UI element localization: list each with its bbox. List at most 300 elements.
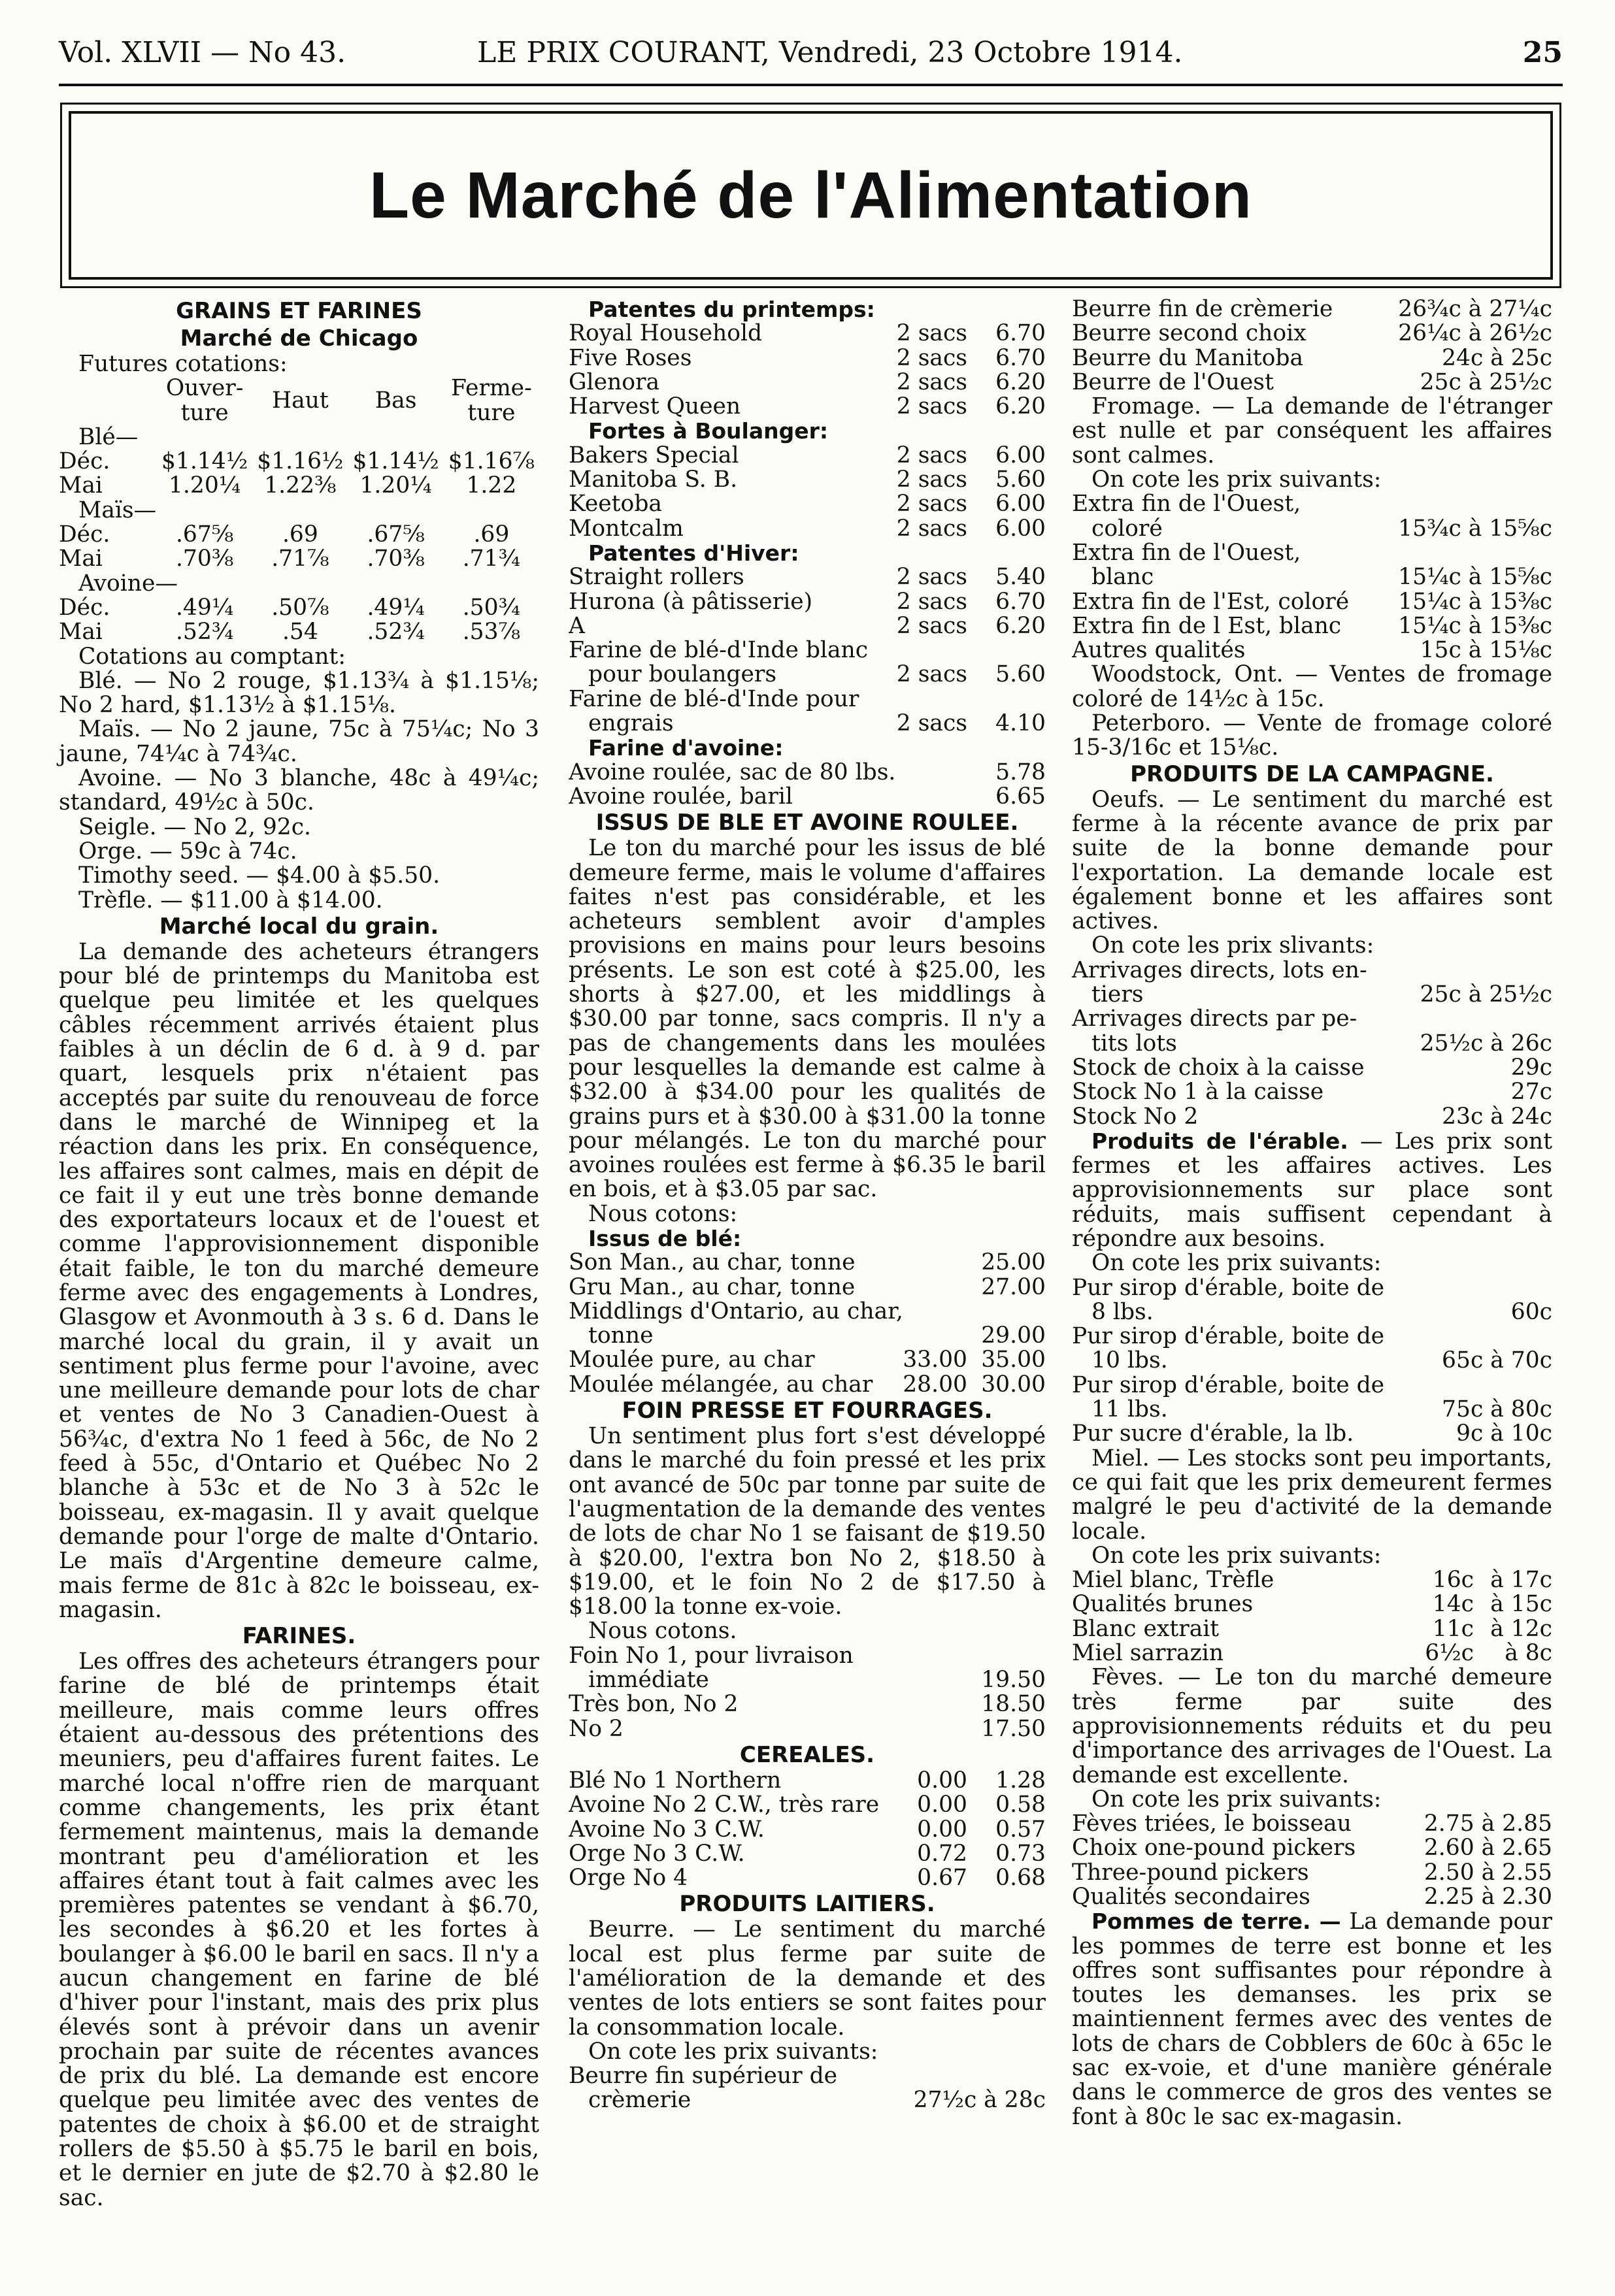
item-label: Pur sirop d'érable, boite de [1072,1371,1385,1398]
futures-column-header: Bas [375,387,417,414]
item-price: 2.25 à 2.30 [1424,1884,1552,1910]
item-name: Hurona (à pâtisserie) [569,589,813,614]
chicago-heading: Marché de Chicago [180,325,418,352]
price-row [569,1373,1046,1397]
item-price: 6.70 [995,588,1046,615]
item-qty: 2 sacs [896,588,967,615]
futures-commodity-row [59,572,539,596]
futures-value: .50⅞ [271,594,329,621]
futures-value: .67⅝ [367,521,425,548]
item-price: 29c [1510,1054,1552,1081]
item-low: 0.00 [917,1792,967,1818]
feves-text: Fèves. — Le ton du marché demeure très ferme par suite des approvisionnements réduits et du peu d'importance des arrivages de l'Ouest. La demande est excellente. [1072,1664,1552,1788]
price-row [1072,983,1552,1007]
item-qty: 2 sacs [896,661,967,688]
price-row [569,1793,1046,1817]
item-name: pour boulangers [588,663,777,687]
cote-label-2: On cote les prix slivants: [1091,932,1374,959]
header-rule [59,84,1563,86]
item-price: 19.50 [981,1667,1046,1694]
quote-orge: Orge. — 59c à 74c. [78,838,297,864]
futures-value: $1.14½ [352,448,439,475]
item-name: Three-pound pickers [1072,1860,1309,1885]
issus-list [569,1251,1046,1300]
futures-row [59,596,539,620]
item-price: 65c à 70c [1442,1347,1552,1374]
item-low: 11c [1432,1615,1474,1642]
item-name: Très bon, No 2 [569,1692,739,1717]
price-row [569,444,1046,468]
item-name: Orge No 3 C.W. [569,1841,745,1867]
hiver-list [569,565,1046,638]
futures-value: 1.20¼ [359,472,432,499]
item-price: 4.10 [995,710,1046,737]
issus-ble-heading: Issus de blé: [588,1225,742,1251]
item-low: 0.67 [917,1865,967,1892]
price-row [569,321,1046,346]
item-qty: 2 sacs [896,515,967,542]
cereales-list [569,1769,1046,1890]
item-name: 8 lbs. [1091,1300,1154,1325]
item-label: Extra fin de l'Ouest, [1072,539,1301,566]
item-high: à 8c [1505,1640,1552,1667]
price-row [569,1251,1046,1275]
month-label: Déc. [59,521,110,548]
middlings-label: Middlings d'Ontario, au char, [569,1298,903,1324]
item-qty: 2 sacs [896,320,967,347]
column-2 [569,297,1046,2113]
item-name: immédiate [588,1668,709,1693]
miel-list [1072,1568,1552,1665]
peterboro-text: Peterboro. — Vente de fromage coloré 15-3/16c et 15⅛c. [1072,710,1552,761]
price-row [569,468,1046,492]
item-name: Miel blanc, Trèfle [1072,1568,1274,1593]
item-name: 10 lbs. [1091,1349,1168,1373]
item-name: Straight rollers [569,565,744,590]
item-price: 15c à 15⅛c [1420,637,1552,664]
price-row [569,395,1046,419]
futures-value: .70⅜ [175,546,234,572]
futures-row [59,523,539,547]
month-label: Déc. [59,448,110,475]
oeufs-text: Oeufs. — Le sentiment du marché est ferme à la récente avance de prix par suite de la bonne demande pour l'exportation. La demande locale est également bonne et les affaires sont actives. [1072,786,1552,935]
item-name: Five Roses [569,346,692,370]
item-name: Qualités secondaires [1072,1885,1310,1910]
item-high: 27.00 [981,1273,1046,1300]
erable-heading: Produits de l'érable. [1091,1128,1348,1154]
price-row [1072,565,1552,589]
price-row [1072,1349,1552,1373]
item-name: Avoine roulée, sac de 80 lbs. [569,760,896,785]
item-name: Beurre fin de crèmerie [1072,297,1333,322]
foin-text: Un sentiment plus fort s'est développé dans le marché du foin pressé et les prix ont avancé de 50c par tonne par suite de l'augmentation de la demande des ventes de lots de char No 1 se faisant de $19.50 à $20.00, l'extra bon No 2, $18.50 à $19.00, et le foin No 2 de $17.50 à $18.00 la tonne ex-voie. [569,1423,1046,1620]
item-price: 5.60 [995,467,1046,493]
item-high: à 12c [1490,1615,1552,1642]
commodity-label: Blé— [78,423,139,450]
price-row [569,1769,1046,1793]
price-row [569,1717,1046,1741]
miel-text: Miel. — Les stocks sont peu importants, ce qui fait que les prix demeurent fermes malgré le peu d'activité de la demande locale. [1072,1445,1552,1545]
price-row [1072,1885,1552,1909]
item-qty: 2 sacs [896,612,967,639]
boulanger-heading: Fortes à Boulanger: [588,418,829,444]
cote-label-1: On cote les prix suivants: [1091,467,1382,493]
cote-label-4: On cote les prix suivants: [1091,1542,1382,1569]
item-price: 6.20 [995,612,1046,639]
hiver-heading: Patentes d'Hiver: [588,540,799,566]
local-grain-text: La demande des acheteurs étrangers pour blé de printemps du Manitoba est quelque peu limitée et les quelques câbles récemment arrivés étaient plus faibles à un déclin de 6 d. à 9 d. par quart, lesquels prix n'étaient pas acceptés par suite du renouveau de force dans le marché de Winnipeg et la réaction dans les prix. En conséquence, les affaires sont calmes, mais en dépit de ce fait il y eut une très bonne demande des exportateurs locaux et de l'ouest et comme l'approvisionnement disponible était faible, le ton du marché demeure ferme avec des engagements à Londres, Glasgow et Avonmouth à 3 s. 6 d. Dans le marché local du grain, il y avait un sentiment plus ferme pour l'avoine, avec une meilleure demande pour lots de char et ventes de No 3 Canadien-Ouest à 56¾c, d'extra No 1 feed à 56c, de No 2 feed à 55c, d'Ontario et Québec No 2 blanche à 53c et de No 3 à 52c le boisseau, ex-magasin. Il y avait quelque demande pour l'orge de malte d'Ontario. Le maïs d'Argentine demeure calme, mais ferme de 81c à 82c le boisseau, ex-magasin. [59,938,539,1623]
price-row [569,1842,1046,1866]
price-row [1072,370,1552,395]
price-row [569,517,1046,541]
price-row [1072,1617,1552,1641]
futures-column-header [59,376,157,425]
cote-label-3: On cote les prix suivants: [1091,1250,1382,1277]
item-high: 1.28 [995,1767,1046,1794]
printemps-heading: Patentes du printemps: [588,297,875,322]
foin-heading: FOIN PRESSE ET FOURRAGES. [622,1398,993,1424]
price-row [569,1818,1046,1842]
item-low: 16c [1432,1567,1474,1594]
inde1-label: Farine de blé-d'Inde blanc [569,637,869,664]
item-name: Manitoba S. B. [569,468,738,493]
futures-value: .71¾ [462,546,521,572]
futures-value: 1.20¼ [168,472,241,499]
item-price: 6.00 [995,442,1046,468]
futures-header-row [59,376,539,425]
futures-value: .52¾ [175,619,234,646]
price-row [1072,1812,1552,1836]
item-qty: 2 sacs [896,467,967,493]
futures-value: .70⅜ [367,546,425,572]
futures-value: 1.22 [466,472,517,499]
beurre-text: Beurre. — Le sentiment du marché local est plus ferme par suite de l'amélioration de la demande et des ventes de lots entiers se sont faites pour la consommation locale. [569,1916,1046,2041]
pommes-paragraph [1072,1909,1552,2129]
feves-list [1072,1812,1552,1909]
price-row [1072,1641,1552,1665]
item-price: 27c [1510,1079,1552,1106]
futures-value: .52¾ [367,619,425,646]
price-row [1072,1592,1552,1616]
inde2-row [569,712,1046,736]
price-row [1072,638,1552,663]
item-label: Arrivages directs, lots en- [1072,957,1367,983]
item-name: crèmerie [588,2088,691,2113]
item-high: à 15c [1490,1591,1552,1618]
item-name: Glenora [569,370,660,395]
item-price: 25c à 25½c [1420,369,1552,395]
beurre-row [569,2088,1046,2112]
price-row [1072,321,1552,346]
futures-value: .53⅞ [462,619,521,646]
item-name: Son Man., au char, tonne [569,1251,856,1275]
futures-value: $1.16½ [257,448,344,475]
item-name: Stock No 1 à la caisse [1072,1080,1324,1105]
price-row [569,1275,1046,1300]
price-row [569,565,1046,589]
farines-heading: FARINES. [242,1623,356,1650]
cote-label-5: On cote les prix suivants: [1091,1786,1382,1812]
item-name: Moulée pure, au char [569,1348,815,1373]
item-name: Beurre second choix [1072,321,1307,346]
item-name: Blanc extrait [1072,1616,1220,1642]
item-qty: 2 sacs [896,491,967,517]
item-price: 5.60 [995,661,1046,688]
item-price: 75c à 80c [1442,1396,1552,1423]
item-high: 0.58 [995,1792,1046,1818]
item-price: 6.20 [995,369,1046,395]
futures-value: .67⅝ [175,521,234,548]
laitiers-heading: PRODUITS LAITIERS. [679,1891,935,1918]
item-price: 6.70 [995,344,1046,371]
erable-paragraph [1072,1129,1552,1251]
futures-row [59,474,539,498]
page-number: 25 [1522,36,1563,69]
fromage-text: Fromage. — La demande de l'étranger est nulle et par conséquent les affaires sont calmes. [1072,393,1552,468]
item-name: Fèves triées, le boisseau [1072,1812,1352,1837]
price-row [569,1348,1046,1372]
item-price: 6.20 [995,393,1046,420]
item-name: engrais [588,712,674,736]
item-high: 29.00 [981,1322,1046,1349]
item-name: Extra fin de l'Est, coloré [1072,589,1350,614]
price-row [569,761,1046,785]
item-price: 6.00 [995,515,1046,542]
month-label: Mai [59,472,103,499]
item-name: Harvest Queen [569,395,741,419]
local-grain-heading: Marché local du grain. [159,913,439,940]
item-price: 2.60 à 2.65 [1424,1835,1552,1861]
cotons-label-2: Nous cotons. [588,1618,737,1645]
item-low: 6½c [1425,1640,1474,1667]
price-row [569,590,1046,614]
foin-list [569,1668,1046,1741]
price-row [1072,1105,1552,1129]
price-row [1072,1300,1552,1324]
futures-value: 1.22⅜ [264,472,337,499]
item-price: 15¼c à 15⅜c [1398,588,1552,615]
futures-value: .54 [282,619,318,646]
item-qty: 2 sacs [896,369,967,395]
item-high: 30.00 [981,1371,1046,1398]
item-name: Keetoba [569,492,662,517]
sucre-row [1072,1422,1552,1446]
farines-text: Les offres des acheteurs étrangers pour farine de blé de printemps était meilleure, mais comme leurs offres étaient au-dessous des prétentions des meuniers, peu d'affaires furent faites. Le marché local n'offre rien de marquant comme changements, les prix étant fermement maintenus, mais la demande montrant peu d'amélioration et les affaires étant tout à fait calmes avec les premières patentes se vendant à $6.70, les secondes à $6.20 et les fortes à boulanger à $6.00 le baril en sacs. Il n'y a aucun changement en farine de blé d'hiver pour l'instant, mais des prix plus élevés sont à prévoir dans un avenir prochain par suite de récentes avances de prix du blé. La demande est encore quelque peu limitée avec des ventes de patentes de choix à $6.00 et de straight rollers de $5.50 à $5.75 le baril en bois, et le dernier en jute de $2.70 à $2.80 le sac. [59,1648,539,2211]
item-name: No 2 [569,1716,624,1741]
cereales-heading: CEREALES. [739,1741,875,1768]
beurres-list [1072,297,1552,395]
price-row [1072,1398,1552,1422]
item-low: 28.00 [903,1371,967,1398]
fromages-list-2 [1072,590,1552,663]
erable-text: — Les prix sont fermes et les affaires actives. Les approvisionnements sur place sont réduits, mais suffisent cependant à répondre aux besoins. [1072,1128,1552,1252]
futures-value: .49¼ [367,594,425,621]
oeufs-list-2 [1072,1056,1552,1129]
item-name: Gru Man., au char, tonne [569,1275,856,1300]
item-name: tonne [588,1324,654,1349]
item-price: 27½c à 28c [913,2087,1046,2114]
item-high: 35.00 [981,1347,1046,1373]
running-header [59,36,1563,82]
item-high: à 17c [1490,1567,1552,1594]
futures-value: .49¼ [175,594,234,621]
campagne-heading: PRODUITS DE LA CAMPAGNE. [1130,761,1494,787]
price-row [1072,614,1552,638]
column-1 [59,297,539,2210]
item-price: 17.50 [981,1715,1046,1742]
item-name: Blé No 1 Northern [569,1768,782,1794]
item-price: 5.78 [995,759,1046,785]
item-price: 2.50 à 2.55 [1424,1859,1552,1886]
issus-text: Le ton du marché pour les issus de blé demeure ferme, mais le volume d'affaires faites n'est pas considérable, et les acheteurs semblent avoir d'amples provisions en mains pour leurs besoins présents. Le son est coté à $25.00, les shorts à $27.00, et les middlings à $30.00 par tonne, sacs compris. Il n'y a pas de changements dans les moulées pour lesquelles la demande est calme à $32.00 à $34.00 pour les qualités de grains purs et à $30.00 à $31.00 la tonne pour mélangés. Le ton du marché pour avoines roulées est ferme à $6.35 le baril en bois, et à $3.05 par sac. [569,835,1046,1203]
pommes-heading: Pommes de terre. — [1091,1909,1341,1935]
item-low: 14c [1432,1591,1474,1618]
inde2-label: Farine de blé-d'Inde pour [569,685,859,712]
item-name: Extra fin de l Est, blanc [1072,614,1342,639]
fromages-list [1072,492,1552,589]
item-price: 23c à 24c [1442,1103,1552,1130]
item-qty: 2 sacs [896,393,967,420]
comptant-label: Cotations au comptant: [78,643,346,670]
price-row [1072,590,1552,614]
item-price: 25½c à 26c [1420,1030,1552,1057]
item-price: 6.00 [995,491,1046,517]
item-price: 9c à 10c [1456,1420,1552,1447]
item-name: 11 lbs. [1091,1398,1168,1422]
item-qty: 2 sacs [896,344,967,371]
month-label: Mai [59,546,103,572]
foin-label: Foin No 1, pour livraison [569,1642,854,1669]
item-name: Qualités brunes [1072,1592,1254,1617]
item-low: 33.00 [903,1347,967,1373]
quote-avoine: Avoine. — No 3 blanche, 48c à 49¼c; standard, 49½c à 50c. [59,765,539,816]
price-row [569,1692,1046,1716]
quote-seigle: Seigle. — No 2, 92c. [78,813,312,840]
item-name: Montcalm [569,516,684,541]
futures-value: .69 [473,521,510,548]
item-low: 0.72 [917,1840,967,1867]
item-price: 60c [1510,1298,1552,1325]
item-name: Autres qualités [1072,638,1246,663]
boulanger-list [569,444,1046,541]
item-label: Pur sirop d'érable, boite de [1072,1323,1385,1350]
item-name: Stock No 2 [1072,1104,1199,1129]
item-price: 5.40 [995,564,1046,591]
cote-label: On cote les prix suivants: [588,2038,878,2065]
item-qty: 2 sacs [896,710,967,737]
month-label: Mai [59,619,103,646]
item-price: 26¼c à 26½c [1398,320,1552,347]
futures-table [59,376,539,644]
woodstock-text: Woodstock, Ont. — Ventes de fromage coloré de 14½c à 15c. [1072,661,1552,712]
item-low: 0.00 [917,1816,967,1843]
section-title: Le Marché de l'Alimentation [369,159,1253,232]
commodity-label: Maïs— [78,497,157,523]
futures-value: .50¾ [462,594,521,621]
quote-mais: Maïs. — No 2 jaune, 75c à 75¼c; No 3 jaune, 74¼c à 74¾c. [59,716,539,767]
futures-row [59,620,539,644]
item-name: Avoine roulée, baril [569,784,793,810]
futures-column-header: Ferme- ture [451,375,532,426]
price-row [1072,1836,1552,1860]
item-price: 6.65 [995,783,1046,810]
futures-label: Futures cotations: [78,351,288,377]
price-row [1072,1032,1552,1056]
price-row [1072,346,1552,370]
price-row [1072,1568,1552,1592]
issus-heading: ISSUS DE BLE ET AVOINE ROULEE. [595,810,1019,836]
item-name: Pur sucre d'érable, la lb. [1072,1422,1354,1447]
moulees-list [569,1348,1046,1397]
grains-heading: GRAINS ET FARINES [176,298,422,324]
pommes-text: La demande pour les pommes de terre est bonne et les offres sont suffisantes pour répondre à toutes les demanses. les prix se maintiennent fermes avec des ventes de lots de chars de Cobblers de 60c à 65c le sac ex-voie, et d'une manière générale dans le commerce de gros des ventes se font à 80c le sac ex-magasin. [1072,1909,1553,2130]
futures-commodity-row [59,499,539,523]
item-price: 24c à 25c [1442,344,1552,371]
futures-value: .69 [282,521,318,548]
cotons-label: Nous cotons: [588,1200,738,1227]
avoine-heading: Farine d'avoine: [588,735,784,761]
item-label: Arrivages directs par pe- [1072,1006,1357,1032]
item-price: 15¼c à 15⅜c [1398,612,1552,639]
item-name: Moulée mélangée, au char [569,1372,873,1398]
item-low: 0.00 [917,1767,967,1794]
quote-timothy: Timothy seed. — $4.00 à $5.50. [78,862,441,889]
item-name: Avoine No 2 C.W., très rare [569,1793,880,1818]
price-row [1072,297,1552,321]
item-price: 2.75 à 2.85 [1424,1811,1552,1837]
item-qty: 2 sacs [896,442,967,468]
item-price: 15¾c à 15⅝c [1398,515,1552,542]
item-name: tiers [1091,983,1144,1008]
price-row [1072,1056,1552,1080]
month-label: Déc. [59,594,110,621]
futures-value: .71⅞ [271,546,329,572]
item-price: 18.50 [981,1691,1046,1718]
price-row [569,785,1046,809]
item-name: Stock de choix à la caisse [1072,1055,1365,1081]
price-row [569,346,1046,370]
publication-date: LE PRIX COURANT, Vendredi, 23 Octobre 1914. [477,36,1183,69]
printemps-list [569,321,1046,419]
futures-value: $1.14½ [161,448,248,475]
item-high: 0.73 [995,1840,1046,1867]
futures-row [59,450,539,474]
item-name: Avoine No 3 C.W. [569,1817,765,1842]
price-row [1072,517,1552,541]
item-name: tits lots [1091,1031,1177,1056]
price-row [569,614,1046,638]
futures-column-header: Haut [272,387,329,414]
item-price: 25c à 25½c [1420,981,1552,1008]
price-row [569,492,1046,516]
section-banner [69,111,1553,280]
middlings-row [569,1324,1046,1348]
item-qty: 2 sacs [896,564,967,591]
futures-value: $1.16⅞ [448,448,535,475]
item-name: Beurre de l'Ouest [1072,370,1274,395]
futures-row [59,547,539,571]
price-row [1072,1861,1552,1885]
price-row [569,1668,1046,1692]
item-name: coloré [1091,516,1163,541]
item-price: 26¾c à 27¼c [1398,296,1552,322]
item-name: Choix one-pound pickers [1072,1836,1356,1861]
item-name: Bakers Special [569,443,739,468]
item-name: Miel sarrazin [1072,1641,1224,1666]
erable-list [1072,1276,1552,1422]
item-price: 6.70 [995,320,1046,347]
commodity-label: Avoine— [78,570,178,597]
